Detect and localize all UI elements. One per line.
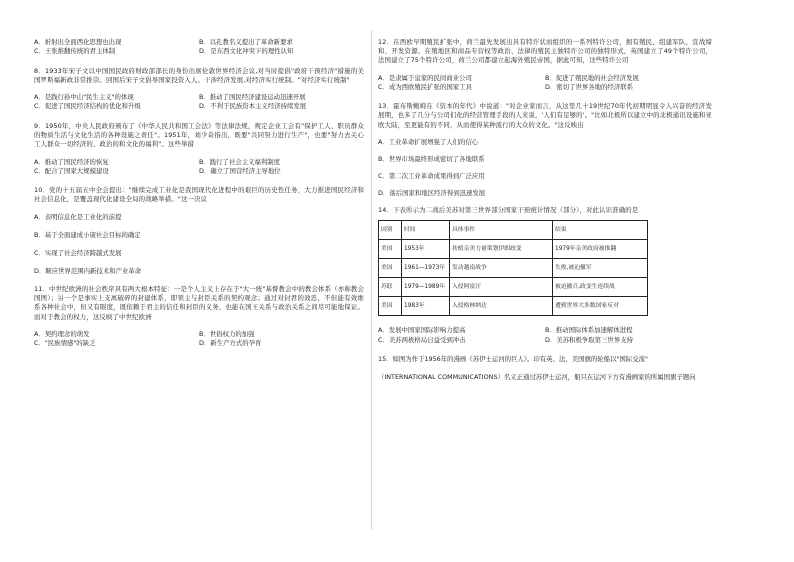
q8-option-c: C．促进了国民经济结构的优化和升级 bbox=[34, 102, 141, 111]
q9-option-b: B．践行了社会主义福利制度 bbox=[199, 157, 281, 166]
table-header-row bbox=[379, 220, 648, 239]
q14-stem: 14．下表所示为二战后美苏对第三世界部分国家干预统计情况（部分），对此认识准确的是 bbox=[378, 206, 639, 215]
q7-option-d: D．是东西文化冲突下的理性认知 bbox=[199, 47, 294, 56]
q8-option-d: D．不利于民族资本主义经济持续发展 bbox=[199, 102, 307, 111]
q13-option-c: C．第二次工业革命成果得到广泛应用 bbox=[378, 172, 485, 181]
q14-option-c: C．美苏两极格局日益受到冲击 bbox=[378, 335, 466, 344]
q15-stem-line2: （INTERNATIONAL COMMUNICATIONS）名义正通过苏伊士运河，船只在运河下方有漫画家的所属国旗子题向 bbox=[378, 373, 696, 382]
q11-options bbox=[34, 330, 364, 348]
table-row bbox=[379, 297, 648, 316]
q8-option-a: A．是践行孙中山"民生主义"的体现 bbox=[34, 93, 134, 102]
q14-table bbox=[378, 220, 648, 317]
q8-options bbox=[34, 93, 364, 111]
q9-stem: 9．1950年，中央人民政府颁布了《中华人民共和国工会法》等法律法规，规定企业工会有"保护工人、职员群众的物质生活与文化生活的各种设施之责任"。1951年，刘少奇指出，既要"共同努力进行生产"，也要"努力去关心工人群众一切经济的、政治的和文化的福利"。这些举措 bbox=[34, 121, 364, 149]
table-cell: 苏联 bbox=[379, 278, 402, 297]
q7-option-b: B．以孔教名义提出了革命新要求 bbox=[199, 38, 293, 46]
table-row bbox=[379, 258, 648, 277]
q14-option-b: B．推动国际体系加速解体进程 bbox=[545, 326, 633, 335]
q11-option-d: D．新生产方式的孕育 bbox=[199, 339, 262, 348]
table-header-cell: 结果 bbox=[553, 220, 648, 239]
table-cell: 入侵阿富汗 bbox=[450, 278, 553, 297]
q13-option-d: D．落后国家和地区经济得到迅速发展 bbox=[378, 189, 486, 198]
q9-option-c: C．配合了国家大规模建设 bbox=[34, 166, 109, 175]
q11-option-b: B．世俗权力的加强 bbox=[199, 330, 255, 339]
right-column bbox=[378, 38, 712, 382]
q8-option-b: B．推动了国民经济建设运动迅速开展 bbox=[199, 93, 306, 102]
q14-option-a: A．发展中国家国际影响力提高 bbox=[378, 326, 466, 335]
table-cell: 美国 bbox=[379, 297, 402, 316]
q9-options bbox=[34, 158, 364, 176]
q10-option-d: D．顺应世界范围内新技术和产业革命 bbox=[34, 267, 142, 276]
table-row bbox=[379, 239, 648, 258]
q11-option-a: A．契约理念的萌发 bbox=[34, 330, 90, 339]
q12-option-a: A．是隶属于皇家的民间商业公司 bbox=[378, 73, 472, 82]
table-cell: 1953年 bbox=[402, 239, 450, 258]
q13-options bbox=[378, 138, 712, 198]
q10-stem: 10．党的十五届五中全会提出："继续完成工业化是我国现代化进程中的艰巨的历史性任务，大力推进国民经济和社会信息化，是覆盖现代化建设全局的战略举措。"这一决议 bbox=[34, 186, 364, 204]
table-cell: 扶植亲美力量策划伊朗政变 bbox=[450, 239, 553, 258]
q13-stem: 13．霍布斯鲍姆在《资本的年代》中说道："对企业家而言，从这里几十19世纪70年代初期明显令人兴奋的经济发展期，也多了几分与公司们化的经营管理手段的人来说，'人们有足够的'。"比如北极所以建立中的北极通讯设施和亚欧大陆，至更能有的不同，从而使得某种流行的大众的文化。"这反映出 bbox=[378, 102, 712, 129]
q12-option-c: C．成为西欧殖民扩张的国家工具 bbox=[378, 82, 472, 91]
left-column bbox=[34, 38, 364, 359]
q9-option-a: A．推动了国民经济的恢复 bbox=[34, 157, 109, 166]
table-cell: 失败,被迫撤军 bbox=[553, 258, 648, 277]
q12-option-b: B．促进了殖民地的社会经济发展 bbox=[545, 73, 639, 82]
table-header-cell: 国别 bbox=[379, 220, 402, 239]
q10-option-b: B．基于全面建成小康社会目标的确定 bbox=[34, 230, 141, 239]
q10-option-a: A．表明信息化是工业化的前提 bbox=[34, 212, 122, 221]
q8-stem: 8．1933年宋子文以中国国民政府财政部部长的身份出席伦敦世界经济会议,对当时提倡"政府干预经济"措施的美国罗斯福新政非常推崇。回国后宋子文倡导国家投资入人、干涉经济发展,对经济实行统制。"对经济实行统制" bbox=[34, 66, 364, 84]
q13-option-a: A．工业革命扩展增强了人们的信心 bbox=[378, 138, 479, 147]
q10-option-c: C．实现了社会经济跨越式发展 bbox=[34, 249, 122, 258]
q14-option-d: D．美苏积极争取第三世界支持 bbox=[545, 335, 633, 344]
table-cell: 美国 bbox=[379, 258, 402, 277]
q10-options bbox=[34, 213, 364, 276]
q11-stem: 11．中世纪欧洲的社会秩序具有两大根本特征：一是个人主义上存在于"大一统"基督教会中的教会体系（亦称教会国图）；另一个是事实上支离破碎的封建体系，即领主与封臣关系的契约观念；通过对封君的效忠，不但能有效维系各种社会中，但又有限度，既依赖于君主的信任和封臣的义务，也能在国王关系与政治关系之间尽可能地保证。而对于教会的权力，这反映了中世纪欧洲 bbox=[34, 285, 364, 321]
q12-options bbox=[378, 74, 712, 92]
q12-stem: 12．在西欧早期殖民扩张中，荷兰最先发展出具有特许状而组织的一系列特许公司，拥有殖民、组建军队、宣战缔和、开发资源、在殖地区和商品专营权等政治、法律的殖民主独特许公司的独特形式，英国建立了49个特许公司，法国建立了75个特许公司，荷兰公司都建立起海外殖民帝国，据此可知，这些特许公司 bbox=[378, 38, 712, 65]
table-cell: 入侵格林纳达 bbox=[450, 297, 553, 316]
table-cell: 被迫撤兵,政变生连续战 bbox=[553, 278, 648, 297]
table-cell: 1979—1989年 bbox=[402, 278, 450, 297]
table-cell: 1979年亲美政府被推翻 bbox=[553, 239, 648, 258]
q14-options bbox=[378, 326, 712, 344]
table-row bbox=[379, 278, 648, 297]
q12-option-d: D．密切了世界各地的经济联系 bbox=[545, 82, 633, 91]
table-cell: 美国 bbox=[379, 239, 402, 258]
q15-stem-line1: 15．如图为作于1956年的漫画《苏伊士运河的巨人》。印有英、法、美国旗的轮船以"国际交流" bbox=[378, 355, 648, 364]
q7-options bbox=[34, 38, 364, 56]
column-divider bbox=[371, 30, 372, 530]
q7-option-a: A．折射出全面西化思想也出现 bbox=[34, 38, 122, 46]
q13-option-b: B．世界市场最终形成密切了各地联系 bbox=[378, 155, 485, 164]
table-header-cell: 具体事件 bbox=[450, 220, 553, 239]
table-header-cell: 时间 bbox=[402, 220, 450, 239]
table-cell: 发动越南战争 bbox=[450, 258, 553, 277]
table-cell: 遭到世界大多数国家反对 bbox=[553, 297, 648, 316]
q7-option-c: C．王张推翻传统的君主体制 bbox=[34, 47, 116, 56]
q11-option-c: C．"民族情感"的缺乏 bbox=[34, 339, 96, 348]
table-cell: 1961—1973年 bbox=[402, 258, 450, 277]
table-cell: 1983年 bbox=[402, 297, 450, 316]
q9-option-d: D．确立了国营经济主导地位 bbox=[199, 166, 281, 175]
